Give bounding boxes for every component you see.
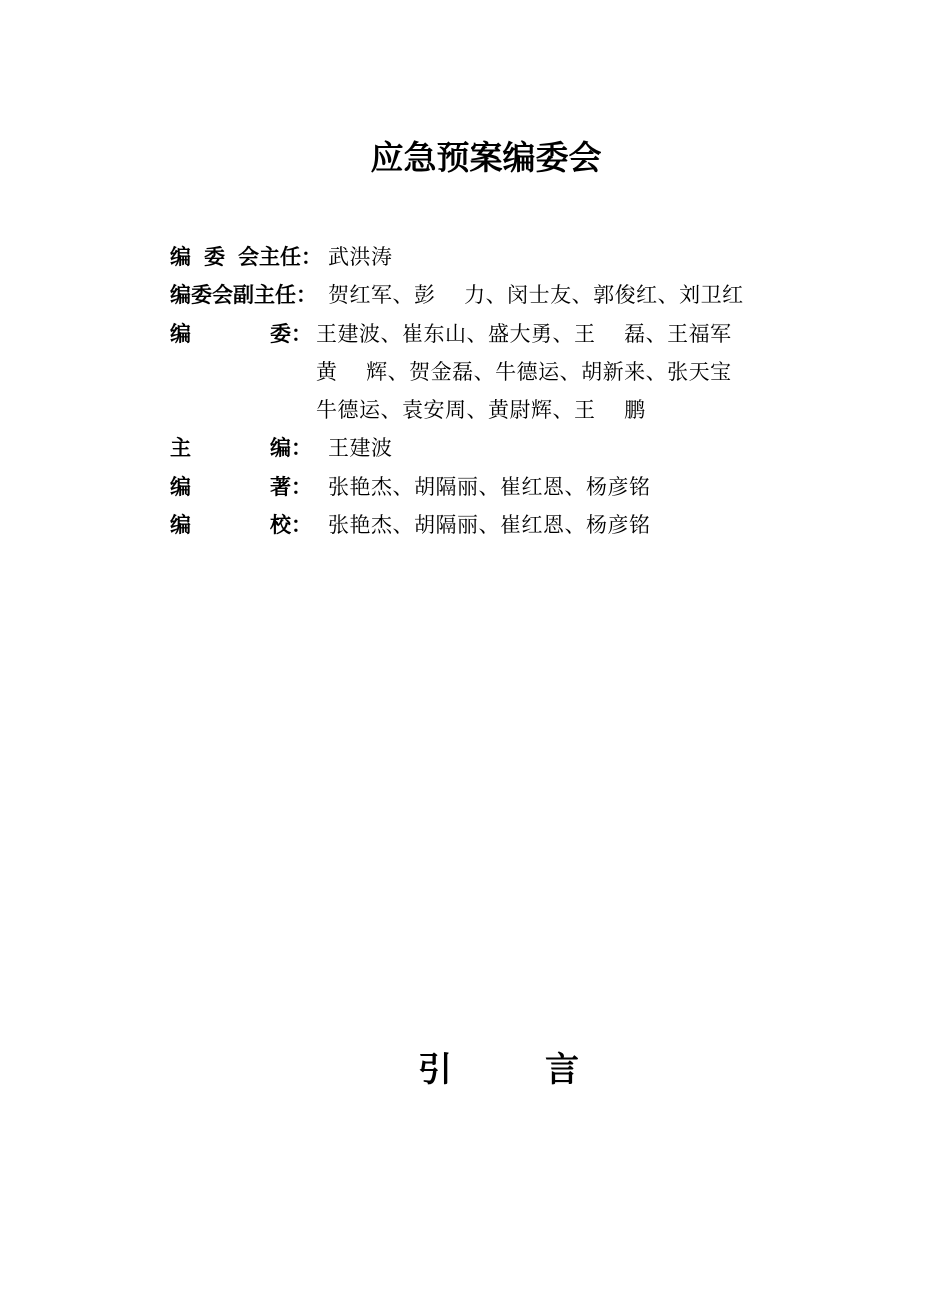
member-names-line: 王建波、崔东山、盛大勇、王 磊、王福军	[316, 321, 732, 346]
label-char: 编	[170, 474, 191, 499]
committee-row-chief-editor	[170, 429, 810, 467]
section-heading-intro	[0, 1046, 950, 1094]
label-char: 校：	[270, 513, 312, 538]
label-char: 著：	[270, 474, 312, 499]
committee-row-members-cont	[170, 391, 810, 429]
label-char: 会主任：	[238, 245, 322, 269]
director-name: 武洪涛	[328, 245, 393, 269]
label-char: 编	[170, 321, 191, 346]
committee-list	[170, 238, 810, 544]
author-names: 张艳杰、胡隔丽、崔红恩、杨彦铭	[328, 474, 651, 499]
vice-director-names: 贺红军、彭 力、闵士友、郭俊红、刘卫红	[328, 283, 744, 308]
committee-row-members	[170, 315, 810, 353]
committee-row-members-cont	[170, 353, 810, 391]
chief-editor-name: 王建波	[328, 436, 393, 461]
committee-row-authors	[170, 468, 810, 506]
label-char: 编：	[270, 436, 312, 461]
member-names-line: 黄 辉、贺金磊、牛德运、胡新来、张天宝	[316, 359, 732, 384]
label-char: 编	[170, 513, 191, 538]
label-char: 编	[170, 245, 191, 269]
member-names-line: 牛德运、袁安周、黄尉辉、王 鹏	[316, 398, 646, 423]
heading-char: 引	[418, 1050, 452, 1090]
label-char: 主	[170, 436, 191, 461]
page-title: 应急预案编委会	[370, 138, 602, 177]
committee-row-director	[170, 238, 810, 276]
label-char: 委：	[270, 321, 312, 346]
proofreader-names: 张艳杰、胡隔丽、崔红恩、杨彦铭	[328, 513, 651, 538]
row-label: 编委会副主任：	[170, 283, 317, 308]
label-char: 委	[204, 245, 225, 269]
heading-char: 言	[545, 1050, 579, 1090]
committee-row-vice-director	[170, 276, 810, 314]
committee-row-proofreaders	[170, 506, 810, 544]
